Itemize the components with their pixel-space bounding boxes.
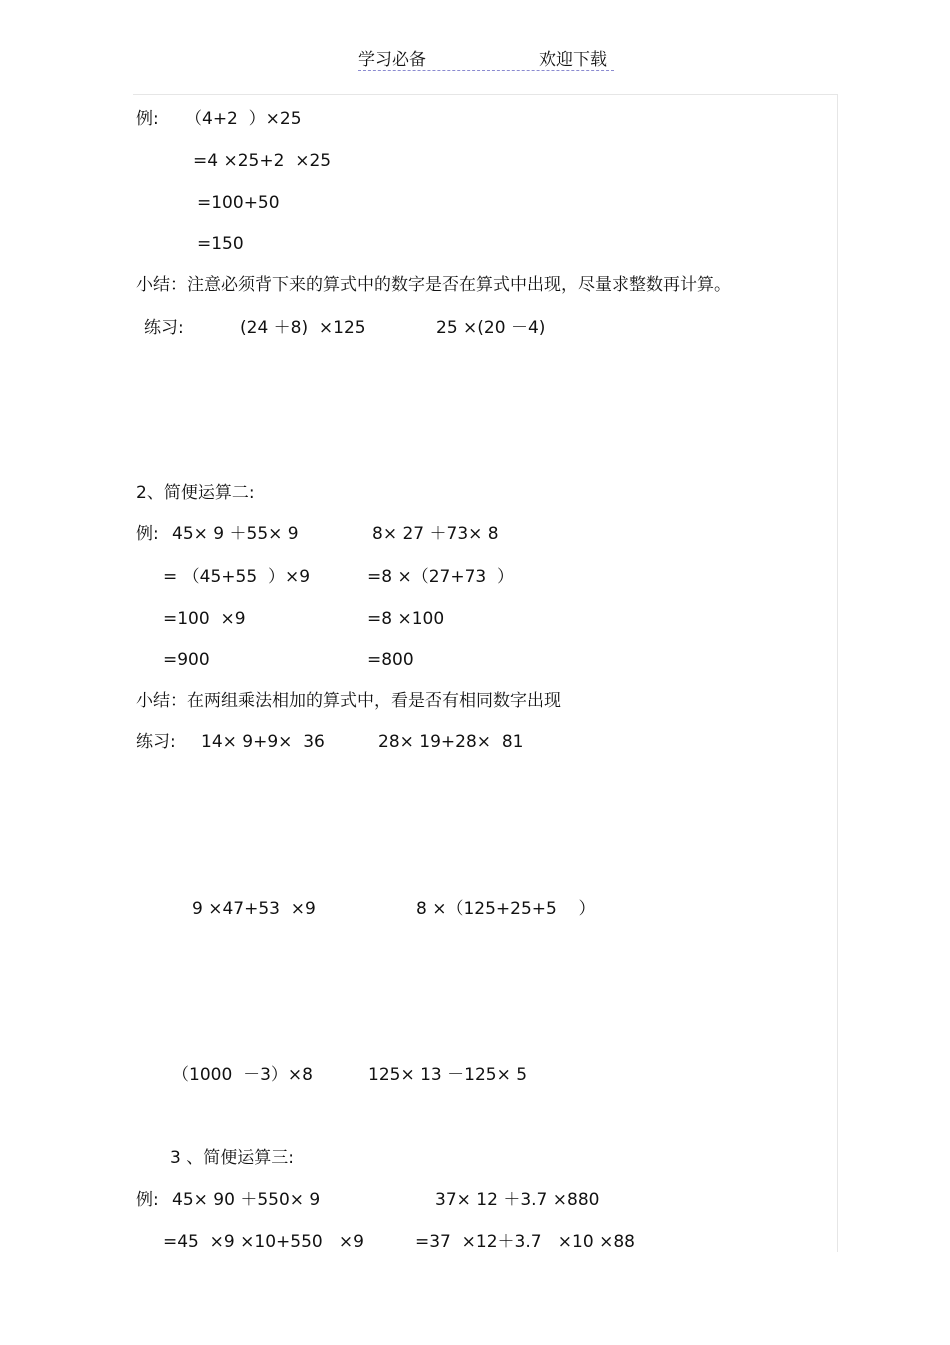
summary-text: 小结：在两组乘法相加的算式中，看是否有相同数字出现: [136, 691, 561, 711]
header-dashed-underline: [358, 70, 614, 71]
practice-label: 练习:: [144, 318, 184, 338]
section-title: 3 、简便运算三:: [170, 1148, 294, 1168]
practice-problem: 25 ×(20 －4): [436, 318, 546, 338]
frame-right-border: [837, 94, 838, 1252]
example-step: =100 ×9: [163, 609, 246, 629]
example-expression: 8× 27 ＋73× 8: [372, 524, 499, 544]
header-right-text: 欢迎下载: [539, 50, 607, 70]
example-step: =900: [163, 650, 210, 670]
example-step: =45 ×9 ×10+550 ×9: [163, 1232, 364, 1252]
practice-label: 练习:: [136, 732, 176, 752]
summary-text: 小结：注意必须背下来的算式中的数字是否在算式中出现，尽量求整数再计算。: [136, 275, 731, 295]
practice-problem: （1000 －3）×8: [172, 1065, 313, 1085]
example-label: 例:: [136, 109, 159, 129]
example-step: =37 ×12＋3.7 ×10 ×88: [415, 1232, 635, 1252]
header-left-text: 学习必备: [358, 50, 426, 70]
example-step: =8 ×（27+73 ）: [367, 567, 515, 587]
practice-problem: 8 ×（125+25+5 ）: [416, 899, 596, 919]
example-step: =150: [197, 234, 244, 254]
example-expression: 45× 90 ＋550× 9: [172, 1190, 321, 1210]
example-label: 例:: [136, 524, 159, 544]
example-step: =4 ×25+2 ×25: [193, 151, 332, 171]
practice-problem: 28× 19+28× 81: [378, 732, 524, 752]
example-step: = （45+55 ）×9: [163, 567, 311, 587]
practice-problem: 9 ×47+53 ×9: [192, 899, 316, 919]
example-label: 例:: [136, 1190, 159, 1210]
frame-top-border: [133, 94, 838, 95]
example-expression: 37× 12 ＋3.7 ×880: [435, 1190, 600, 1210]
example-step: =8 ×100: [367, 609, 445, 629]
example-step: =800: [367, 650, 414, 670]
practice-problem: 14× 9+9× 36: [201, 732, 325, 752]
example-expression: （4+2 ）×25: [185, 109, 302, 129]
page-header: [358, 48, 614, 72]
section-title: 2、简便运算二:: [136, 483, 255, 503]
example-expression: 45× 9 ＋55× 9: [172, 524, 299, 544]
example-step: =100+50: [197, 193, 280, 213]
practice-problem: 125× 13 －125× 5: [368, 1065, 528, 1085]
practice-problem: (24 ＋8) ×125: [240, 318, 366, 338]
